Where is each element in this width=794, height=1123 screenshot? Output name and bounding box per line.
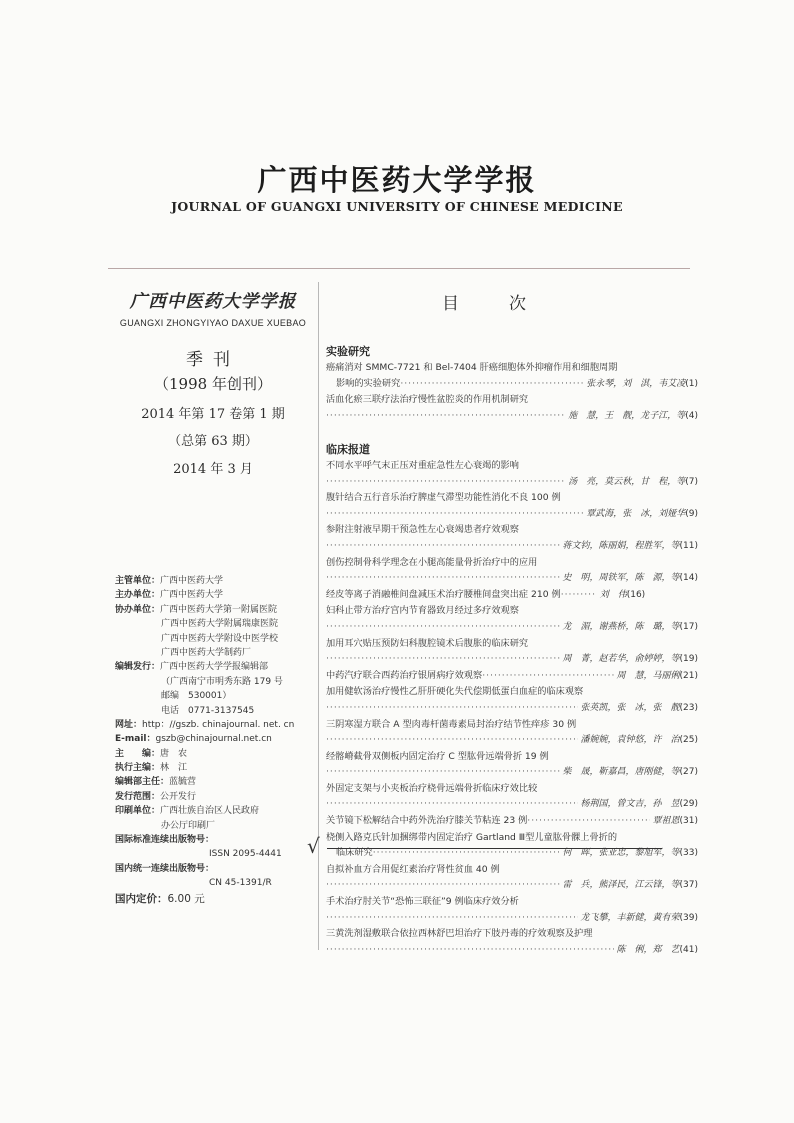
leader-dots [326, 506, 583, 522]
toc-entry[interactable] [326, 490, 698, 522]
toc-heading: 目次 [442, 294, 576, 314]
section-title: 实验研究 [326, 345, 370, 358]
handwritten-underline [327, 848, 662, 849]
toc-entry[interactable] [326, 458, 698, 490]
info-value: 林 江 [160, 763, 188, 774]
entry-authors: 史 明，周铁军，陈 源，等 [562, 573, 680, 584]
entry-author-line [326, 474, 698, 491]
toc-entry[interactable] [326, 717, 698, 749]
info-value: 广西中医药大学 [160, 576, 224, 586]
info-label: 编辑发行： [115, 662, 161, 673]
toc-entry[interactable] [326, 684, 698, 716]
toc-entry[interactable] [326, 894, 698, 926]
entry-authors: 龙 湄，谢燕桥，陈 璐，等 [562, 621, 680, 632]
entry-author-line [326, 732, 698, 749]
journal-title: 广西中医药大学学报 [257, 163, 537, 197]
entry-authors: 潘婉婉，袁钟悠，许 治 [580, 735, 680, 746]
entry-page: (1) [685, 378, 698, 389]
email-link[interactable]: gszb@chinajournal.net.cn [155, 734, 272, 745]
info-value: 广西中医药大学 [160, 590, 224, 601]
entry-page: (31) [679, 816, 698, 827]
address-row: （广西南宁市明秀东路 179 号 [161, 676, 283, 687]
toc-entry[interactable] [326, 668, 698, 685]
entry-title-cont: 影响的实验研究 [336, 377, 401, 389]
leader-dots [326, 700, 578, 716]
web-row [115, 718, 294, 732]
info-label: 主办单位： [115, 590, 161, 601]
entry-author-line [326, 942, 698, 959]
leader-dots [400, 376, 583, 392]
entry-page: (41) [679, 944, 698, 955]
entry-authors: 陈 俐，郑 艺 [616, 944, 680, 955]
toc-entry[interactable] [326, 862, 698, 894]
entry-authors: 张英凯，张 冰，张 靓 [580, 702, 680, 713]
check-mark-icon: √ [307, 834, 320, 858]
leader-dots [326, 877, 560, 893]
entry-page: (19) [679, 654, 698, 665]
entry-page: (23) [679, 702, 698, 713]
supervisor-row [115, 574, 294, 588]
entry-authors: 杨荆国，曾文吉，孙 昱 [580, 799, 680, 810]
entry-title: 三黄洗剂湿敷联合依拉西林舒巴坦治疗下肢丹毒的疗效观察及护理 [326, 928, 593, 940]
info-label: 编辑部主任： [115, 777, 170, 788]
entry-author-line [326, 570, 698, 587]
leader-dots [326, 538, 560, 554]
toc-entry[interactable] [326, 603, 698, 635]
entry-page: (7) [685, 476, 698, 487]
entry-title: 妇科止带方治疗宫内节育器致月经过多疗效观察 [326, 605, 519, 617]
toc-entry[interactable] [326, 926, 698, 958]
email-row [115, 732, 294, 746]
entry-page: (4) [685, 410, 698, 421]
entry-page: (14) [679, 573, 698, 584]
entry-title-line [326, 813, 698, 830]
info-label: 国际标准连续出版物号： [115, 835, 215, 846]
entry-author-line [326, 538, 698, 555]
entry-authors: 刘 伟 [599, 589, 627, 600]
masthead-title: 广西中医药大学学报 [129, 292, 297, 312]
toc-section-clinical [326, 442, 698, 958]
entry-authors: 蒋文钧，陈丽娟，程胜军，等 [562, 540, 680, 551]
entry-author-line [326, 651, 698, 668]
cn-label-row [115, 862, 294, 876]
toc-entry[interactable] [326, 392, 698, 424]
price-row [115, 891, 294, 908]
info-value: 广西壮族自治区人民政府 [160, 806, 260, 817]
leader-dots [326, 796, 578, 812]
printer-row: 办公厅印刷厂 [161, 820, 216, 831]
leader-dots [326, 732, 578, 748]
entry-author-line [326, 877, 698, 894]
info-label: 国内统一连续出版物号： [115, 863, 215, 874]
entry-title: 三阴寒湿方联合 A 型肉毒杆菌毒素局封治疗结节性痒疹 30 例 [326, 718, 577, 730]
toc-entry[interactable] [326, 636, 698, 668]
issn-value: ISSN 2095-4441 [209, 849, 282, 860]
info-value: 广西中医药大学学报编辑部 [160, 662, 269, 673]
leader-dots [326, 474, 565, 490]
masthead-pinyin: GUANGXI ZHONGYIYAO DAXUE XUEBAO [119, 318, 307, 328]
entry-authors: 覃武海，张 冰，刘娅华 [586, 508, 686, 519]
co-sponsor-row: 广西中医药大学附设中医学校 [161, 633, 279, 644]
entry-page: (37) [679, 880, 698, 891]
web-link[interactable]: http：//gszb. chinajournal. net. cn [142, 719, 295, 730]
leader-dots [527, 813, 649, 829]
publication-info [115, 574, 294, 907]
entry-title-cont: 临床研究 [336, 847, 373, 859]
entry-page: (17) [679, 621, 698, 632]
toc-entry-marked[interactable] [326, 830, 698, 862]
sponsor-row [115, 588, 294, 602]
entry-authors: 汤 亮，莫云秋，甘 程，等 [568, 476, 686, 487]
co-sponsor-row: 广西中医药大学制药厂 [161, 647, 252, 658]
entry-page: (11) [679, 540, 698, 551]
cn-value: CN 45-1391/R [209, 878, 272, 889]
entry-page: (29) [679, 799, 698, 810]
info-label: 国内定价： [115, 892, 168, 905]
toc-entry[interactable] [326, 749, 698, 781]
info-label: 印刷单位： [115, 806, 161, 817]
info-value: 公开发行 [160, 791, 197, 802]
entry-author-line [326, 700, 698, 717]
co-sponsor-row [115, 603, 294, 617]
info-label: 发行范围： [115, 791, 161, 802]
info-value: 广西中医药大学第一附属医院 [160, 604, 278, 615]
toc-section-experimental [326, 344, 698, 424]
leader-dots [326, 942, 614, 958]
entry-title: 经髂嵴截骨双侧板内固定治疗 C 型肱骨远端骨折 19 例 [326, 750, 549, 762]
entry-title: 活血化瘀三联疗法治疗慢性盆腔炎的作用机制研究 [326, 394, 529, 405]
entry-title: 自拟补血方合用促红素治疗肾性贫血 40 例 [326, 863, 500, 875]
entry-title: 手术治疗肘关节“恐怖三联征”9 例临床疗效分析 [326, 896, 519, 908]
info-label: 协办单位： [115, 604, 161, 615]
issn-label-row [115, 833, 294, 847]
toc-entry[interactable] [326, 781, 698, 813]
entry-title: 经皮等离子消融椎间盘减压术治疗腰椎间盘突出症 210 例 [326, 588, 561, 600]
entry-page: (33) [679, 848, 698, 859]
leader-dots [326, 764, 560, 780]
journal-title-en: JOURNAL OF GUANGXI UNIVERSITY OF CHINESE MEDICINE [171, 199, 623, 214]
masthead-issue: 2014 年第 17 卷第 1 期 [141, 407, 285, 422]
leader-dots [482, 668, 613, 684]
entry-author-line [326, 764, 698, 781]
entry-title: 腹针结合五行音乐治疗脾虚气滞型功能性消化不良 100 例 [326, 492, 561, 504]
entry-title: 桡侧入路克氏针加捆绑带内固定治疗 Gartland Ⅲ型儿童肱骨髁上骨折的 [326, 831, 618, 843]
entry-page: (25) [679, 735, 698, 746]
phone-row: 电话 0771-3137545 [161, 705, 255, 716]
entry-author-line [326, 376, 698, 393]
masthead-total: （总第 63 期） [168, 434, 258, 449]
leader-dots [326, 408, 565, 424]
printer-row [115, 804, 294, 818]
info-label: 执行主编： [115, 763, 161, 774]
leader-dots [326, 910, 578, 926]
entry-page: (9) [685, 508, 698, 519]
co-sponsor-row: 广西中医药大学附属瑞康医院 [161, 619, 279, 630]
chief-editor-row [115, 747, 294, 761]
toc-entry[interactable] [326, 360, 698, 392]
entry-title: 关节镜下松解结合中药外洗治疗膝关节粘连 23 例 [326, 815, 528, 827]
postcode-row: 邮编 530001） [161, 691, 232, 702]
info-label: 主 编： [115, 748, 161, 759]
entry-authors: 覃祖恩 [652, 816, 680, 827]
entry-authors: 柴 晟，靳嘉昌，唐刚健，等 [562, 767, 680, 778]
entry-page: (16) [626, 589, 646, 600]
entry-authors: 雷 兵，熊泽民，江云锋，等 [562, 880, 680, 891]
entry-author-line [326, 619, 698, 636]
masthead-frequency: 季刊 [186, 350, 240, 370]
entry-author-line [326, 910, 698, 927]
masthead-date: 2014 年 3 月 [173, 462, 253, 477]
section-title: 临床报道 [326, 443, 370, 456]
toc-entry[interactable] [326, 587, 698, 604]
entry-page: (21) [679, 670, 698, 681]
entry-author-line [326, 796, 698, 813]
dept-head-row [115, 775, 294, 789]
scope-row [115, 790, 294, 804]
entry-title: 外固定支架与小夹板治疗桡骨远端骨折临床疗效比较 [326, 782, 538, 794]
entry-page: (39) [679, 912, 698, 923]
info-value: 蓝毓营 [169, 777, 197, 788]
info-value: 6.00 元 [167, 892, 205, 905]
entry-title: 参附注射液早期干预急性左心衰竭患者疗效观察 [326, 524, 519, 536]
toc-entry[interactable] [326, 522, 698, 554]
leader-dots [561, 587, 597, 603]
masthead-founded: （1998 年创刊） [154, 375, 272, 393]
info-value: 唐 农 [160, 748, 188, 759]
leader-dots [326, 570, 560, 586]
entry-authors: 周 慧，马丽俐 [616, 670, 680, 681]
exec-editor-row [115, 761, 294, 775]
entry-author-line [326, 408, 698, 425]
entry-title: 加用健软汤治疗慢性乙肝肝硬化失代偿期低蛋白血症的临床观察 [326, 686, 584, 698]
toc-entry[interactable] [326, 813, 698, 830]
entry-title: 中药汽疗联合西药治疗银屑病疗效观察 [326, 669, 483, 681]
entry-authors: 龙飞攀，丰新健，黄有荣 [580, 912, 680, 923]
entry-authors: 周 菁，赵若华，俞婷婷，等 [562, 654, 680, 665]
leader-dots [326, 619, 560, 635]
info-label: 主管单位： [115, 576, 161, 586]
editor-row [115, 660, 294, 674]
header-divider [108, 268, 690, 269]
entry-title-line [326, 668, 698, 685]
info-label: 网址： [115, 719, 143, 730]
entry-title: 加用耳穴贴压预防妇科腹腔镜术后腹胀的临床研究 [326, 637, 529, 649]
info-label: E-mail： [115, 734, 156, 745]
entry-authors: 施 慧，王 靓，龙子江，等 [568, 410, 686, 421]
entry-authors: 何 晖，张亚忠，黎旭军，等 [562, 848, 680, 859]
leader-dots [326, 651, 560, 667]
entry-page: (27) [679, 767, 698, 778]
toc-entry[interactable] [326, 555, 698, 587]
entry-title: 不同水平呼气末正压对重症急性左心衰竭的影响 [326, 460, 519, 471]
entry-authors: 张永琴，刘 淇，韦艾凌 [586, 378, 686, 389]
entry-title-line [326, 587, 698, 604]
entry-author-line [326, 506, 698, 523]
entry-title: 癌痛消对 SMMC-7721 和 Bel-7404 肝癌细胞体外抑瘤作用和细胞周期 [326, 362, 618, 373]
entry-title: 创伤控制骨科学理念在小腿高能量骨折治疗中的应用 [326, 556, 538, 568]
